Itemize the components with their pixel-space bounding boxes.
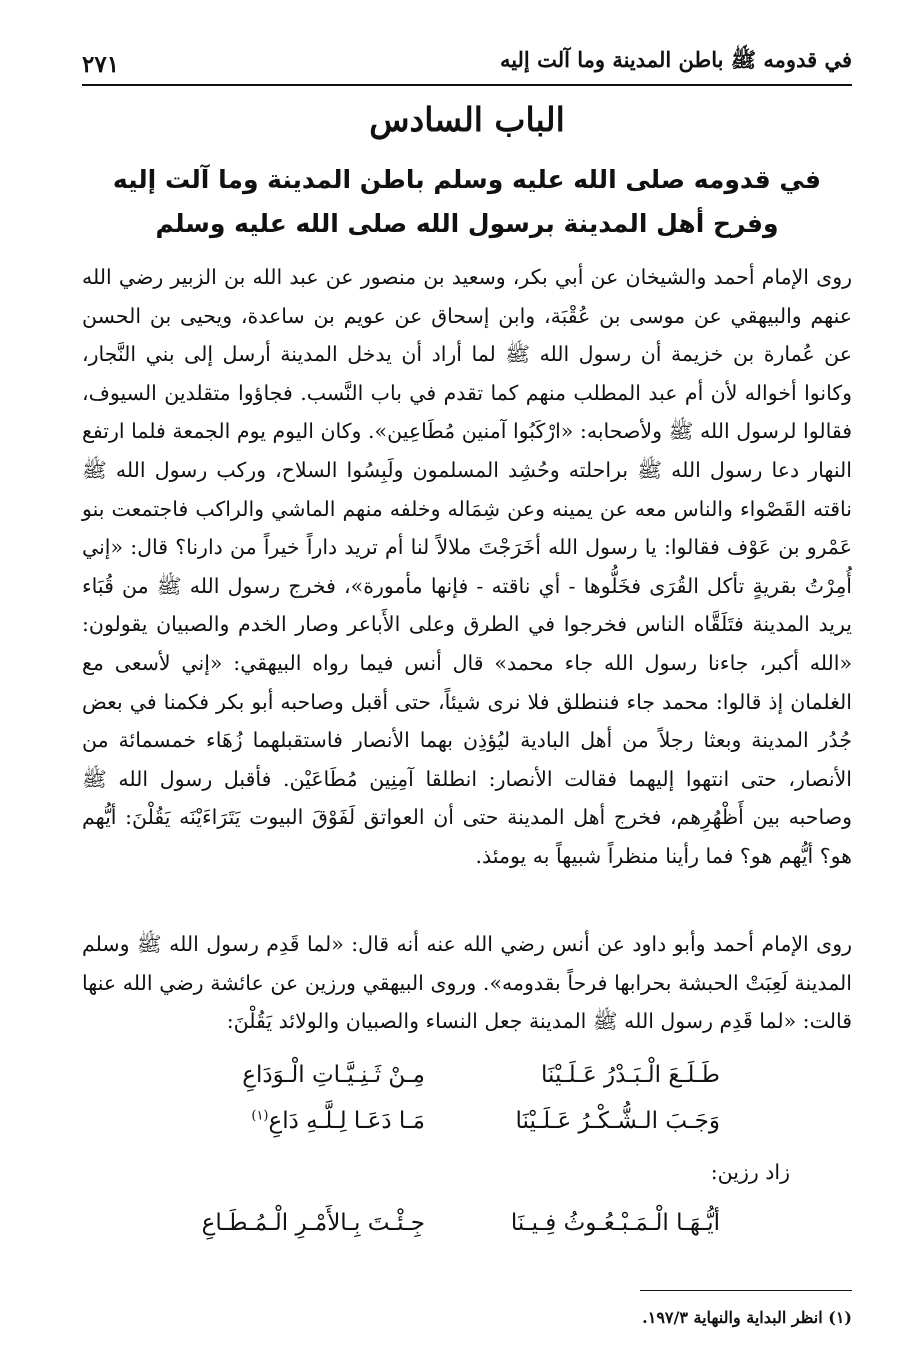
footnote: (١) انظر البداية والنهاية ١٩٧/٣. <box>642 1308 852 1327</box>
page-number: ٢٧١ <box>82 51 120 78</box>
footnote-marker: (١) <box>251 1108 269 1124</box>
poem-verse <box>160 1052 720 1098</box>
running-header <box>82 40 852 86</box>
poem-hemistich-second: جِـئْـتَ بِـالأَمْـرِ الْـمُـطَـاعِ <box>201 1210 425 1236</box>
poem-hemistich-first: وَجَـبَ الـشُّـكْـرُ عَـلَـيْنَا <box>515 1108 720 1134</box>
poem-hemistich-second <box>160 1108 425 1134</box>
poem-intro: زاد رزين: <box>710 1160 790 1184</box>
poem-hemistich-first: أيُّـهَـا الْـمَـبْـعُـوثُ فِـيـنَا <box>510 1210 720 1236</box>
poem-hemistich-text: مَـا دَعَـا لِـلَّـهِ دَاعِ <box>268 1108 425 1134</box>
poem-hemistich-second: مِـنْ ثَـنِـيَّـاتِ الْـوَدَاعِ <box>242 1062 425 1088</box>
poem-block-2 <box>160 1200 720 1246</box>
chapter-subtitle-line-1: في قدومه صلى الله عليه وسلم باطن المدينة وما آلت إليه <box>112 165 822 194</box>
body-paragraph-1: روى الإمام أحمد والشيخان عن أبي بكر، وسعيد بن منصور عن عبد الله بن الزبير رضي الله عنهم والبيهقي عن موسى بن عُقْبَة، وابن إسحاق عن عويم بن ساعدة، ويحيى بن الحسن عن عُمارة بن خزيمة أن رسول الله ﷺ لما أراد أن يدخل المدينة أرسل إلى بني النَّجار، وكانوا أخواله لأن أم عبد المطلب منهم كما تقدم في باب النَّسب. فجاؤوا متقلدين السيوف، فقالوا لرسول الله ﷺ ولأصحابه: «ارْكَبُوا آمنين مُطَاعِين». وكان اليوم يوم الجمعة فلما ارتفع النهار دعا رسول الله ﷺ براحلته وحُشِد المسلمون ولَبِسُوا السلاح، وركب رسول الله ﷺ ناقته القَصْواء والناس معه عن يمينه وعن شِمَاله وخلفه منهم الماشي والراكب فاجتمعت بنو عَمْرو بن عَوْف فقالوا: يا رسول الله أخَرَجْتَ ملالاً لنا أم تريد داراً خيراً من دارنا؟ قال: «إني أُمِرْتُ بقريةٍ تأكل القُرَى فخَلُّوها - أي ناقته - فإنها مأمورة»، فخرج رسول الله ﷺ من قُبَاء يريد المدينة فتَلَقَّاه الناس فخرجوا في الطرق وعلى الأَباعر وصار الخدم والصبيان يقولون: «الله أكبر، جاءنا رسول الله جاء محمد» قال أنس فيما رواه البيهقي: «إني لأسعى مع الغلمان إذ قالوا: محمد جاء فننطلق فلا نرى شيئاً، حتى أقبل وصاحبه أبو بكر فكمنا في بعض جُدُر المدينة وبعثا رجلاً من أهل البادية ليُؤذِن بهما الأنصار فاستقبلهما زُهَاء خمسمائة من الأنصار، حتى انتهوا إليهما فقالت الأنصار: انطلقا آمِنِين مُطَاعَيْن. فأقبل رسول الله ﷺ وصاحبه بين أَظْهُرِهم، فخرج أهل المدينة حتى أن العواتق لَفَوْقَ البيوت يَتَرَاءَيْنَه يَقُلْنَ: أيُّهم هو؟ أيُّهم هو؟ فما رأينا منظراً شبيهاً به يومئذ. <box>82 265 852 868</box>
poem-block-1 <box>160 1052 720 1144</box>
chapter-subtitle-line-2: وفرح أهل المدينة برسول الله صلى الله عليه وسلم <box>155 209 779 238</box>
poem-hemistich-first: طَـلَـعَ الْـبَـدْرُ عَـلَـيْنَا <box>541 1062 720 1088</box>
poem-verse <box>160 1098 720 1144</box>
body-paragraph-2: روى الإمام أحمد وأبو داود عن أنس رضي الله عنه أنه قال: «لما قَدِم رسول الله ﷺ وسلم المدينة لَعِبَتْ الحبشة بحرابها فرحاً بقدومه». وروى البيهقي ورزين عن عائشة رضي الله عنها قالت: «لما قَدِم رسول الله ﷺ المدينة جعل النساء والصبيان والولائد يَقُلْنَ: <box>82 932 852 1034</box>
running-title: في قدومه ﷺ باطن المدينة وما آلت إليه <box>499 47 852 72</box>
poem-verse <box>160 1200 720 1246</box>
footnote-divider <box>640 1290 852 1291</box>
chapter-subtitle <box>82 158 852 246</box>
chapter-title: الباب السادس <box>369 100 565 139</box>
